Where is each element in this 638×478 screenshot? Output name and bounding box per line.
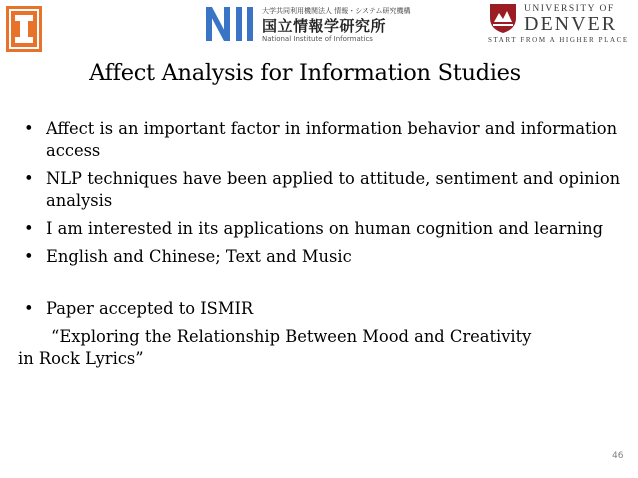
- page-number: 46: [612, 451, 624, 461]
- bullet-item: • NLP techniques have been applied to attitude, sentiment and opinion analysis: [22, 168, 632, 212]
- nii-organization-text: 大学共同利用機関法人 情報・システム研究機構: [262, 7, 411, 15]
- nii-mark-icon: [205, 4, 257, 44]
- illinois-logo: [6, 6, 42, 52]
- paper-title-line-2: in Rock Lyrics”: [18, 349, 144, 368]
- bullet-item: • Affect is an important factor in information behavior and information access: [22, 118, 632, 162]
- paper-title-line-1: “Exploring the Relationship Between Mood and Creativity: [51, 327, 532, 346]
- bullet-item: • I am interested in its applications on human cognition and learning: [22, 218, 632, 240]
- university-of-denver-logo: [488, 2, 636, 46]
- denver-university-of-text: UNIVERSITY OF: [524, 4, 615, 14]
- denver-tagline: START FROM A HIGHER PLACE: [488, 36, 629, 44]
- slide-title: Affect Analysis for Information Studies: [89, 60, 521, 86]
- denver-name-text: DENVER: [524, 13, 618, 35]
- spacer: [22, 274, 632, 298]
- illinois-block-i-icon: [6, 6, 42, 52]
- nii-english-name: National Institute of Informatics: [262, 35, 373, 43]
- nii-japanese-name: 国立情報学研究所: [262, 17, 387, 35]
- paper-bullet: • Paper accepted to ISMIR: [22, 298, 632, 320]
- bullet-item: • English and Chinese; Text and Music: [22, 246, 632, 268]
- slide-body: [18, 118, 632, 370]
- nii-logo: [205, 4, 411, 46]
- denver-shield-icon: [488, 2, 518, 34]
